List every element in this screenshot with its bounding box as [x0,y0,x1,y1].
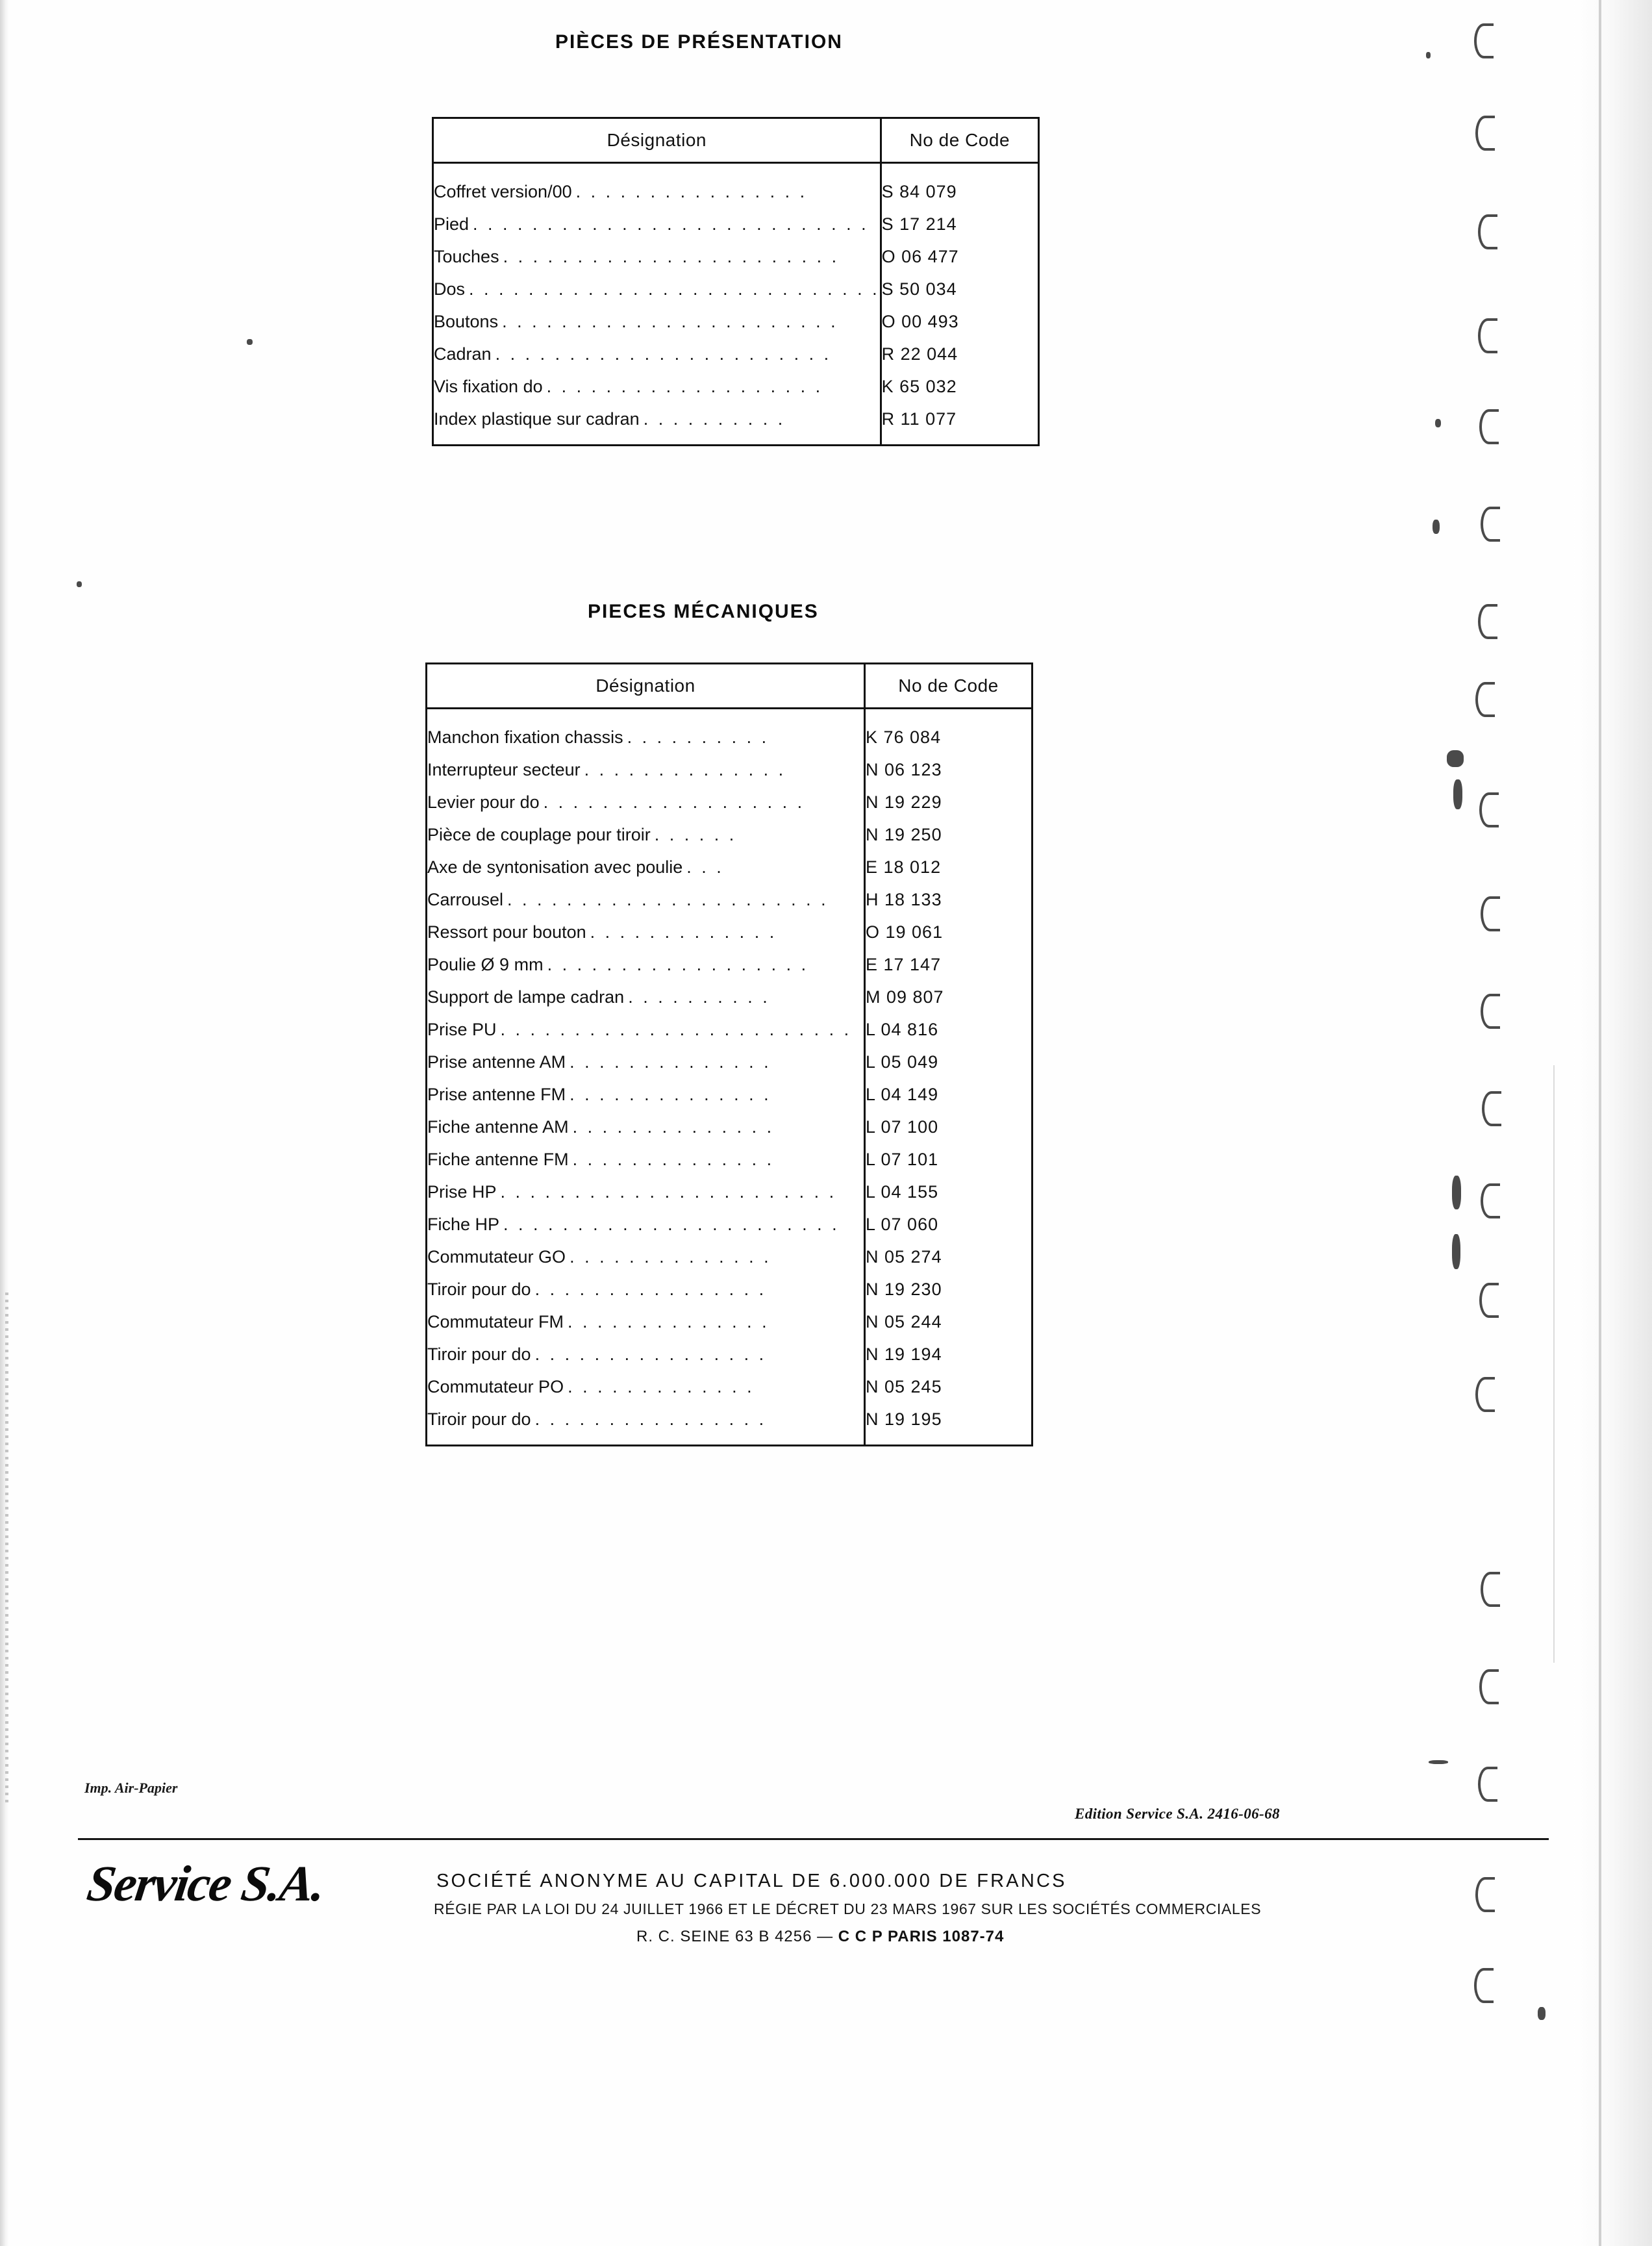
binding-hole-icon [1479,1669,1499,1704]
leader-dots: . . . . . . . . . . . . . . . . . . . . . . . . . . . . [469,279,880,299]
binding-hole-icon [1479,409,1499,444]
cell-designation [427,916,865,948]
table-row [434,403,1038,444]
cell-designation [427,818,865,851]
column-header-designation: Désignation [427,664,865,709]
binding-hole-icon [1474,1968,1494,2003]
cell-code: R 22 044 [881,338,1038,370]
designation-text: Prise HP [427,1181,497,1202]
cell-designation [427,1013,865,1046]
leader-dots: . . . . . . . . . . [643,409,786,429]
cell-code: E 18 012 [865,851,1032,883]
cell-code: S 17 214 [881,208,1038,240]
scan-speck [1447,750,1464,767]
binding-hole-icon [1478,604,1497,639]
table-row [427,851,1031,883]
cell-designation [434,240,881,273]
leader-dots: . . . . . . . . . . . . . . . . . . . . . . [507,889,829,909]
cell-designation [434,273,881,305]
footer-registration-prefix: R. C. SEINE 63 B 4256 — [636,1928,838,1945]
binding-hole-icon [1481,994,1500,1029]
binding-hole-icon [1478,1767,1497,1802]
designation-text: Ressort pour bouton [427,922,586,942]
cell-designation [434,208,881,240]
leader-dots: . . . . . . . . . . . . . . . . . . . . . . . [502,311,838,331]
leader-dots: . . . . . . . . . . . . . . . . . . . . . . . [500,1181,837,1202]
leader-dots: . . . [686,857,724,877]
table-row [434,163,1038,208]
designation-text: Poulie Ø 9 mm [427,954,544,974]
leader-dots: . . . . . . [654,824,737,844]
service-logo: Service S.A. [83,1855,328,1912]
scan-speck [1538,2007,1546,2020]
designation-text: Dos [434,279,466,299]
table-row [427,1111,1031,1143]
footer-law-line: RÉGIE PAR LA LOI DU 24 JUILLET 1966 ET LE DÉCRET DU 23 MARS 1967 SUR LES SOCIÉTÉS COMMERCIALES [434,1900,1262,1917]
leader-dots: . . . . . . . . . . . . . . . . . . . [546,376,823,396]
cell-code: N 05 274 [865,1241,1032,1273]
binding-hole-icon [1475,682,1495,717]
cell-code: L 04 816 [865,1013,1032,1046]
cell-designation [427,1338,865,1370]
cell-code: S 50 034 [881,273,1038,305]
cell-designation [427,1111,865,1143]
binding-hole-icon [1475,1877,1495,1912]
designation-text: Commutateur PO [427,1376,564,1396]
binding-hole-icon [1479,1283,1499,1318]
binding-hole-icon [1481,896,1500,931]
scan-edge-left [0,0,9,2246]
table-row [427,1176,1031,1208]
scan-speck [1429,1760,1448,1764]
cell-designation [427,1143,865,1176]
footer-capital-line: SOCIÉTÉ ANONYME AU CAPITAL DE 6.000.000 DE FRANCS [436,1871,1067,1891]
cell-code: H 18 133 [865,883,1032,916]
designation-text: Commutateur GO [427,1246,566,1267]
scan-edge-right [1574,0,1652,2246]
designation-text: Cadran [434,344,492,364]
designation-text: Manchon fixation chassis [427,727,623,747]
cell-code: O 00 493 [881,305,1038,338]
leader-dots: . . . . . . . . . . . . . . . . [575,181,808,201]
cell-designation [434,403,881,444]
leader-dots: . . . . . . . . . . . . . [590,922,777,942]
leader-dots: . . . . . . . . . . . . . . . . . . [543,792,805,812]
cell-designation [427,1176,865,1208]
leader-dots: . . . . . . . . . . . . . . . . . . . . . . . . [500,1019,852,1039]
leader-dots: . . . . . . . . . . . . . . . . . . [547,954,809,974]
leader-dots: . . . . . . . . . . . . . . . . . . . . . . . [495,344,832,364]
binding-hole-icon [1479,792,1499,827]
designation-text: Coffret version/00 [434,181,572,201]
leader-dots: . . . . . . . . . . . . . . [584,759,786,779]
table-row [427,709,1031,754]
cell-code: N 05 244 [865,1306,1032,1338]
scan-speck [1452,1176,1461,1209]
leader-dots: . . . . . . . . . . . . . . [572,1117,775,1137]
scan-speck [1452,1234,1460,1269]
cell-code: N 19 195 [865,1403,1032,1445]
leader-dots: . . . . . . . . . . . . . . [569,1052,771,1072]
designation-text: Interrupteur secteur [427,759,581,779]
table-row [427,981,1031,1013]
cell-code: N 19 229 [865,786,1032,818]
designation-text: Levier pour do [427,792,540,812]
footer-registration-line [636,1928,1004,1946]
binding-hole-icon [1481,1572,1500,1607]
footer-printer: Imp. Air-Papier [84,1780,178,1796]
scan-speck [1433,520,1440,534]
designation-text: Fiche antenne FM [427,1149,569,1169]
cell-code: S 84 079 [881,163,1038,208]
designation-text: Prise antenne FM [427,1084,566,1104]
section-title-mecaniques: PIECES MÉCANIQUES [588,601,819,622]
cell-code: L 05 049 [865,1046,1032,1078]
parts-table-mecaniques [425,662,1033,1446]
table-row [427,1241,1031,1273]
column-header-designation: Désignation [434,119,881,163]
table-row [427,818,1031,851]
table-row [434,338,1038,370]
footer-divider [78,1838,1549,1840]
designation-text: Pièce de couplage pour tiroir [427,824,651,844]
table-row [427,1208,1031,1241]
designation-text: Pied [434,214,469,234]
binding-hole-icon [1481,507,1500,542]
table-row [427,1013,1031,1046]
scan-streak-left [5,1293,8,1806]
cell-code: O 19 061 [865,916,1032,948]
designation-text: Tiroir pour do [427,1409,531,1429]
cell-code: N 19 250 [865,818,1032,851]
cell-designation [427,1306,865,1338]
cell-designation [427,753,865,786]
cell-designation [427,851,865,883]
designation-text: Tiroir pour do [427,1279,531,1299]
leader-dots: . . . . . . . . . . . . . . [568,1311,770,1331]
designation-text: Prise antenne AM [427,1052,566,1072]
designation-text: Prise PU [427,1019,497,1039]
cell-designation [427,1241,865,1273]
designation-text: Support de lampe cadran [427,987,625,1007]
leader-dots: . . . . . . . . . . . . . . [569,1246,771,1267]
designation-text: Tiroir pour do [427,1344,531,1364]
cell-code: L 07 100 [865,1111,1032,1143]
leader-dots: . . . . . . . . . . . . . . [572,1149,775,1169]
cell-code: M 09 807 [865,981,1032,1013]
cell-code: E 17 147 [865,948,1032,981]
cell-code: K 76 084 [865,709,1032,754]
cell-code: N 19 194 [865,1338,1032,1370]
table-row [427,1370,1031,1403]
table-row [427,948,1031,981]
designation-text: Commutateur FM [427,1311,564,1331]
leader-dots: . . . . . . . . . . [628,987,770,1007]
cell-code: L 07 101 [865,1143,1032,1176]
cell-designation [427,1403,865,1445]
binding-spine-line [1599,0,1601,2246]
cell-code: L 04 155 [865,1176,1032,1208]
leader-dots: . . . . . . . . . . . . . . . . . . . . . . . [503,1214,840,1234]
cell-designation [427,1208,865,1241]
footer-registration-bold: C C P PARIS 1087-74 [838,1928,1005,1945]
table-row [427,1273,1031,1306]
cell-designation [434,163,881,208]
binding-hole-icon [1478,318,1497,353]
cell-designation [434,338,881,370]
scan-speck [77,581,82,587]
table-row [427,1338,1031,1370]
binding-hole-icon [1475,1377,1495,1412]
binding-hole-icon [1474,23,1494,58]
cell-code: L 04 149 [865,1078,1032,1111]
table-row [434,273,1038,305]
footer-edition: Edition Service S.A. 2416-06-68 [1075,1806,1280,1822]
scan-speck [247,339,253,345]
cell-code: L 07 060 [865,1208,1032,1241]
cell-designation [427,1046,865,1078]
cell-designation [434,370,881,403]
cell-code: N 05 245 [865,1370,1032,1403]
table-row [427,1046,1031,1078]
section-title-presentation: PIÈCES DE PRÉSENTATION [555,31,843,53]
leader-dots: . . . . . . . . . . . . . . . . . . . . . . . . . . . [473,214,869,234]
binding-spine-line-secondary [1553,1065,1555,1663]
binding-hole-icon [1481,1183,1500,1218]
leader-dots: . . . . . . . . . . . . . . [569,1084,771,1104]
designation-text: Carrousel [427,889,504,909]
leader-dots: . . . . . . . . . . . . . [568,1376,755,1396]
table-row [427,1306,1031,1338]
column-header-code: No de Code [865,664,1032,709]
scan-speck [1453,779,1462,809]
binding-hole-icon [1482,1091,1501,1126]
designation-text: Touches [434,246,499,266]
cell-code: O 06 477 [881,240,1038,273]
cell-designation [427,1078,865,1111]
column-header-code: No de Code [881,119,1038,163]
leader-dots: . . . . . . . . . . . . . . . . [534,1344,767,1364]
cell-code: N 19 230 [865,1273,1032,1306]
cell-designation [427,709,865,754]
cell-designation [434,305,881,338]
designation-text: Fiche HP [427,1214,500,1234]
cell-code: R 11 077 [881,403,1038,444]
designation-text: Vis fixation do [434,376,543,396]
table-row [427,916,1031,948]
table-row [427,786,1031,818]
table-header-row [427,664,1031,709]
cell-designation [427,1370,865,1403]
cell-designation [427,786,865,818]
table-row [427,883,1031,916]
designation-text: Fiche antenne AM [427,1117,569,1137]
cell-designation [427,883,865,916]
leader-dots: . . . . . . . . . . . . . . . . . . . . . . . [503,246,840,266]
binding-hole-icon [1475,116,1495,151]
binding-hole-icon [1478,214,1497,249]
table-row [434,370,1038,403]
table-row [434,240,1038,273]
designation-text: Axe de syntonisation avec poulie [427,857,683,877]
table-row [427,753,1031,786]
table-row [434,208,1038,240]
table-row [434,305,1038,338]
leader-dots: . . . . . . . . . . [627,727,770,747]
scan-speck [1426,52,1431,58]
cell-code: K 65 032 [881,370,1038,403]
designation-text: Boutons [434,311,499,331]
parts-table-presentation [432,117,1040,446]
leader-dots: . . . . . . . . . . . . . . . . [534,1409,767,1429]
scan-speck [1435,419,1441,427]
table-row [427,1078,1031,1111]
cell-designation [427,1273,865,1306]
table-row [427,1143,1031,1176]
table-header-row [434,119,1038,163]
cell-designation [427,981,865,1013]
cell-code: N 06 123 [865,753,1032,786]
leader-dots: . . . . . . . . . . . . . . . . [534,1279,767,1299]
designation-text: Index plastique sur cadran [434,409,640,429]
table-row [427,1403,1031,1445]
cell-designation [427,948,865,981]
